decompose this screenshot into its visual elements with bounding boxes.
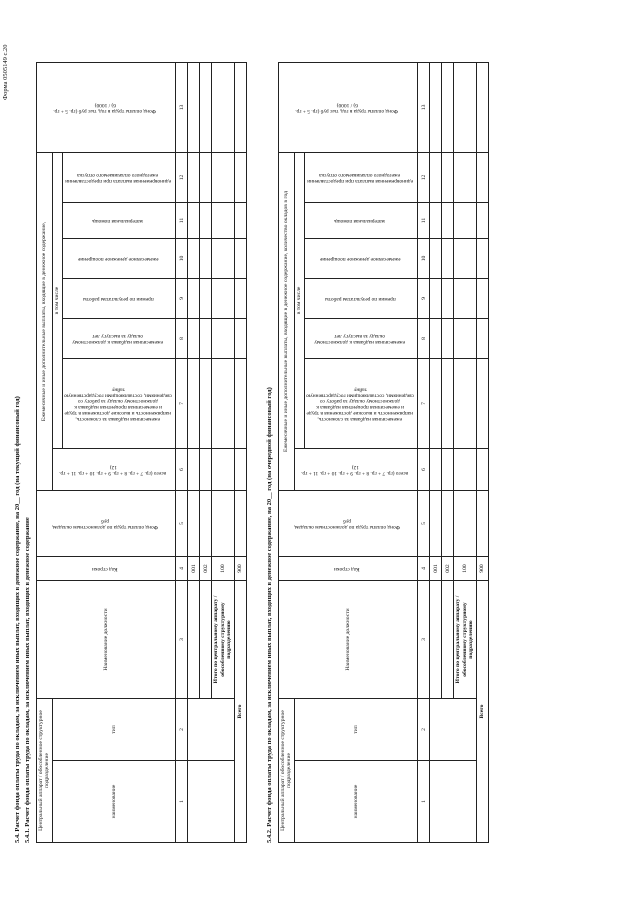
cell[interactable]: [188, 63, 200, 153]
cell[interactable]: [476, 203, 488, 239]
column-number-row: [176, 63, 188, 843]
header-fund-total: Фонд оплаты труда в год, тыс руб (гр. 5 + гр. 6) / 1000): [37, 63, 176, 153]
header-c8: ежемесячная надбавка к должностному окладу за выслугу лет: [62, 319, 175, 359]
header-monthly-group: Ежемесячные и иные дополнительные выплаты, входящие в денежное содержание, количество окладов в год: [279, 152, 295, 490]
cell[interactable]: [454, 449, 476, 491]
col-num: 11: [418, 203, 430, 239]
col-num: 2: [176, 699, 188, 761]
header-code: Код строки: [37, 557, 176, 581]
col-num: 4: [418, 557, 430, 581]
col-num: 10: [176, 239, 188, 279]
cell[interactable]: [188, 581, 200, 699]
cell[interactable]: [212, 63, 234, 153]
cell[interactable]: [234, 153, 246, 203]
column-number-row: [418, 62, 430, 842]
cell[interactable]: [476, 279, 488, 319]
section-heading-5-4-2: 5.4.2. Расчет фонда оплаты труда по окладам, за исключением иных выплат, входящих в денежное содержание, на 20__ год (на очередной финансовый год): [266, 387, 273, 843]
col-num: 10: [418, 239, 430, 279]
total-code: 900: [476, 557, 488, 581]
cell[interactable]: [234, 203, 246, 239]
header-including: в том числе: [294, 152, 304, 448]
cell[interactable]: [188, 153, 200, 203]
header-c9: премии по результатам работы: [304, 279, 417, 319]
header-c11: материальная помощь: [62, 203, 175, 239]
cell[interactable]: [430, 491, 442, 557]
cell[interactable]: [430, 279, 442, 319]
cell[interactable]: [476, 449, 488, 491]
salary-table-next: [278, 62, 489, 843]
cell[interactable]: [188, 279, 200, 319]
cell[interactable]: [188, 491, 200, 557]
cell[interactable]: [212, 319, 234, 359]
col-num: 5: [418, 491, 430, 557]
cell[interactable]: [430, 152, 442, 202]
cell[interactable]: [234, 359, 246, 449]
subtotal-code: 100: [212, 557, 234, 581]
row-code: 002: [442, 557, 454, 581]
subtotal-label: Итого по центральному аппарату / обособленному структурному подразделению: [454, 581, 476, 699]
header-position: Наименование должности: [279, 581, 418, 699]
cell[interactable]: [442, 239, 454, 279]
cell[interactable]: [212, 239, 234, 279]
cell[interactable]: [442, 279, 454, 319]
total-row: [476, 62, 488, 842]
cell[interactable]: [430, 62, 442, 152]
cell[interactable]: [454, 491, 476, 557]
col-num: 9: [418, 279, 430, 319]
cell[interactable]: [430, 319, 442, 359]
header-c9: премии по результатам работы: [62, 279, 175, 319]
section-heading-5-4-1: 5.4.1. Расчет фонда оплаты труда по окладам, за исключением иных выплат, входящих в денежное содержание: [24, 517, 31, 843]
header-c7: ежемесячная надбавка за сложность, напряженность и высокие достижения в труде и ежемесячная процентная надбавка к должностному окладу за работу со сведениями, составляющими государственную тайну: [304, 359, 417, 449]
cell[interactable]: [200, 63, 212, 153]
cell[interactable]: [200, 359, 212, 449]
col-num: 5: [176, 491, 188, 557]
cell[interactable]: [188, 359, 200, 449]
cell[interactable]: [454, 359, 476, 449]
col-num: 2: [418, 699, 430, 761]
cell[interactable]: [442, 203, 454, 239]
row-code: 002: [200, 557, 212, 581]
row-code: 001: [430, 557, 442, 581]
cell[interactable]: [476, 239, 488, 279]
header-c11: материальная помощь: [304, 203, 417, 239]
cell[interactable]: [200, 153, 212, 203]
header-unit: Центральный аппарат / обособленное структурное подразделение: [37, 699, 53, 843]
total-row: [234, 63, 246, 843]
cell[interactable]: [442, 152, 454, 202]
header-c7: ежемесячная надбавка за сложность, напряженность и высокие достижения в труде и ежемесячная процентная надбавка к должностному окладу за работу со сведениями, составляющими государственную тайну: [62, 359, 175, 449]
cell[interactable]: [188, 761, 234, 843]
header-fund-total: Фонд оплаты труда в год, тыс руб (гр. 5 + гр. 6) / 1000): [279, 62, 418, 152]
cell[interactable]: [476, 62, 488, 152]
col-num: 11: [176, 203, 188, 239]
col-num: 8: [176, 319, 188, 359]
header-salary-fund: Фонд оплаты труда по должностным окладам, руб: [279, 491, 418, 557]
subtotal-label: Итого по центральному аппарату / обособленному структурному подразделению: [212, 581, 234, 699]
cell[interactable]: [188, 319, 200, 359]
cell[interactable]: [476, 359, 488, 449]
cell[interactable]: [212, 359, 234, 449]
cell[interactable]: [234, 279, 246, 319]
cell[interactable]: [442, 359, 454, 449]
cell[interactable]: [234, 319, 246, 359]
header-c12: единовременная выплата при предоставлении ежегодного оплачиваемого отпуска: [62, 153, 175, 203]
header-c8: ежемесячная надбавка к должностному окладу за выслугу лет: [304, 319, 417, 359]
header-unit: Центральный аппарат / обособленное структурное подразделение: [279, 699, 295, 843]
cell[interactable]: [234, 63, 246, 153]
header-including: в том числе: [52, 153, 62, 449]
cell[interactable]: [234, 449, 246, 491]
cell[interactable]: [200, 449, 212, 491]
header-unit-type: тип: [52, 699, 175, 761]
table-row: [430, 62, 442, 842]
col-num: 3: [418, 581, 430, 699]
cell[interactable]: [200, 319, 212, 359]
cell[interactable]: [430, 581, 442, 699]
header-unit-name: наименование: [294, 761, 417, 843]
cell[interactable]: [442, 491, 454, 557]
col-num: 7: [418, 359, 430, 449]
header-salary-fund: Фонд оплаты труда по должностным окладам, руб: [37, 491, 176, 557]
col-num: 6: [418, 449, 430, 491]
cell[interactable]: [212, 203, 234, 239]
header-monthly-group: Ежемесячные и иные дополнительные выплаты, входящие в денежное содержание,: [37, 153, 53, 491]
header-total: всего (гр. 7 + гр. 8 + гр. 9 + гр. 10 + гр. 11 + гр. 12): [52, 449, 175, 491]
salary-table-current: [36, 62, 247, 843]
col-num: 6: [176, 449, 188, 491]
cell[interactable]: [430, 761, 476, 843]
cell[interactable]: [454, 279, 476, 319]
header-c12: единовременная выплата при предоставлении ежегодного оплачиваемого отпуска: [304, 152, 417, 202]
table-row: [188, 63, 200, 843]
subtotal-code: 100: [454, 557, 476, 581]
header-c10: ежемесячное денежное поощрение: [62, 239, 175, 279]
row-code: 001: [188, 557, 200, 581]
col-num: 9: [176, 279, 188, 319]
col-num: 12: [418, 152, 430, 202]
section-heading-5-4: 5.4. Расчет фонда оплаты труда по окладам, за исключением иных выплат, входящих в денежное содержание, на 20__ год (на текущий финансовый год): [14, 396, 21, 843]
col-num: 8: [418, 319, 430, 359]
cell[interactable]: [430, 359, 442, 449]
cell[interactable]: [234, 491, 246, 557]
cell[interactable]: [476, 491, 488, 557]
cell[interactable]: [200, 491, 212, 557]
header-c10: ежемесячное денежное поощрение: [304, 239, 417, 279]
cell[interactable]: [454, 203, 476, 239]
cell[interactable]: [476, 152, 488, 202]
cell[interactable]: [188, 203, 200, 239]
cell[interactable]: [200, 279, 212, 319]
col-num: 7: [176, 359, 188, 449]
header-code: Код строки: [279, 557, 418, 581]
cell[interactable]: [454, 319, 476, 359]
cell[interactable]: [442, 62, 454, 152]
cell[interactable]: [430, 699, 476, 761]
cell[interactable]: [430, 239, 442, 279]
col-num: 1: [176, 761, 188, 843]
cell[interactable]: [200, 239, 212, 279]
col-num: 3: [176, 581, 188, 699]
cell[interactable]: [188, 699, 234, 761]
cell[interactable]: [234, 239, 246, 279]
header-total: всего (гр. 7 + гр. 8 + гр. 9 + гр. 10 + гр. 11 + гр. 12): [294, 449, 417, 491]
cell[interactable]: [454, 62, 476, 152]
cell[interactable]: [442, 449, 454, 491]
header-unit-type: тип: [294, 699, 417, 761]
cell[interactable]: [188, 449, 200, 491]
col-num: 13: [176, 63, 188, 153]
cell[interactable]: [212, 449, 234, 491]
cell[interactable]: [200, 581, 212, 699]
cell[interactable]: [212, 153, 234, 203]
cell[interactable]: [454, 152, 476, 202]
total-code: 900: [234, 557, 246, 581]
cell[interactable]: [200, 203, 212, 239]
total-label: Всего: [234, 581, 246, 843]
col-num: 13: [418, 62, 430, 152]
cell[interactable]: [476, 319, 488, 359]
cell[interactable]: [442, 581, 454, 699]
form-label: Форма 0505149 с.20: [2, 44, 9, 100]
cell[interactable]: [212, 279, 234, 319]
header-unit-name: наименование: [52, 761, 175, 843]
col-num: 4: [176, 557, 188, 581]
cell[interactable]: [442, 319, 454, 359]
cell[interactable]: [430, 449, 442, 491]
total-label: Всего: [476, 581, 488, 843]
col-num: 12: [176, 153, 188, 203]
cell[interactable]: [212, 491, 234, 557]
header-position: Наименование должности: [37, 581, 176, 699]
cell[interactable]: [188, 239, 200, 279]
cell[interactable]: [454, 239, 476, 279]
col-num: 1: [418, 761, 430, 843]
cell[interactable]: [430, 203, 442, 239]
